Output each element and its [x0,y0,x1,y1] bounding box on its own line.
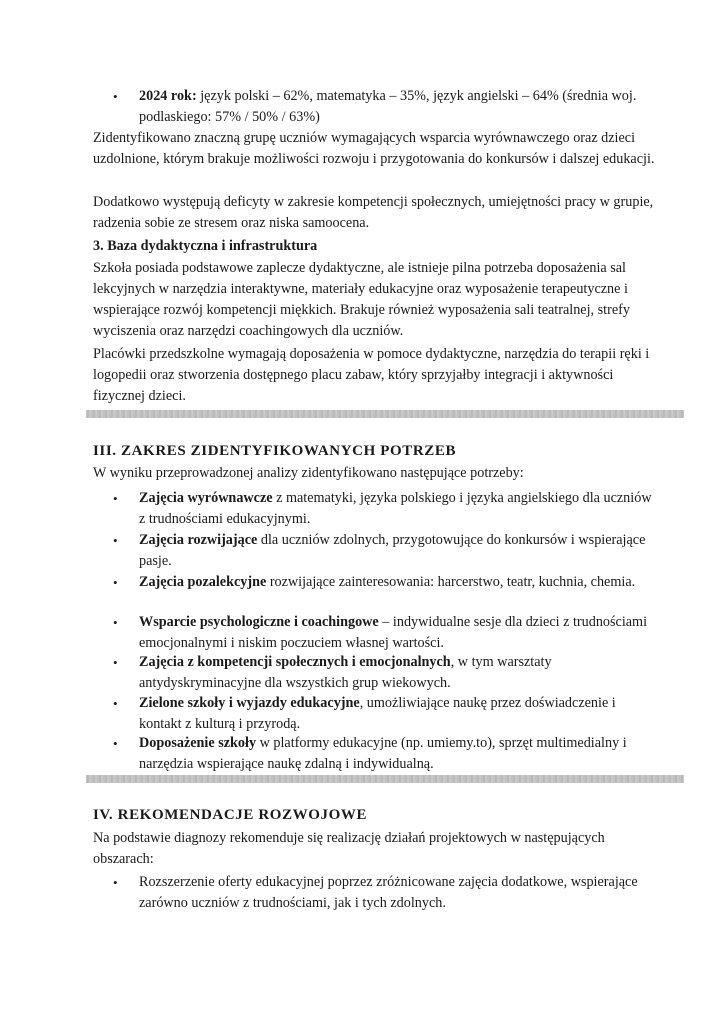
list-item [113,872,658,914]
item-lead: Zajęcia wyrównawcze [139,490,273,506]
bullet-icon: • [113,575,118,590]
item-lead: Zielone szkoły i wyjazdy edukacyjne [139,695,360,711]
section-III-intro: W wyniku przeprowadzonej analizy zidentyfikowano następujące potrzeby: [93,465,524,481]
item-lead: Doposażenie szkoły [139,735,257,751]
paragraph-preschool: Placówki przedszkolne wymagają doposażenia w pomoce dydaktyczne, narzędzia do terapii ręki i logopedii oraz stworzenia dostępnego placu zabaw, który sprzyjałby integracji i aktywności fizycznej dzieci. [93,346,650,404]
bullet-icon: • [113,615,118,630]
bullet-icon: • [113,533,118,548]
item-lead: Zajęcia rozwijające [139,532,258,548]
item-text: Rozszerzenie oferty edukacyjnej poprzez zróżnicowane zajęcia dodatkowe, wspierające zarówno uczniów z trudnościami, jak i tych zdolnych. [139,874,638,911]
bullet-icon: • [113,696,118,711]
list-item [113,733,658,775]
item-text: język polski – 62%, matematyka – 35%, język angielski – 64% (średnia woj. podlaskiego: 57% / 50% / 63%) [139,88,637,125]
item-text: , w tym warsztaty antydyskryminacyjne dla wszystkich grup wiekowych. [139,654,552,691]
list-item [113,612,658,654]
section-title-III: III. ZAKRES ZIDENTYFIKOWANYCH POTRZEB [93,443,457,459]
bullet-icon: • [113,736,118,751]
item-text: w platformy edukacyjne (np. umiemy.to), sprzęt multimedialny i narzędzia wspierające naukę zdalną i indywidualną. [139,735,627,772]
list-item [113,693,658,735]
subsection-heading: 3. Baza dydaktyczna i infrastruktura [93,238,318,254]
list-item [113,572,658,593]
list-item [113,530,658,572]
bullet-icon: • [113,875,118,890]
section-title-IV: IV. REKOMENDACJE ROZWOJOWE [93,807,368,823]
item-lead: Zajęcia z kompetencji społecznych i emocjonalnych [139,654,451,670]
list-item [113,86,658,128]
paragraph-base: Szkoła posiada podstawowe zaplecze dydaktyczne, ale istnieje pilna potrzeba doposażenia sal lekcyjnych w narzędzia interaktywne, materiały edukacyjne oraz wyposażenie terapeutyczne i wspierające rozwój kompetencji miękkich. Brakuje również wyposażenia sali teatralnej, strefy wyciszenia oraz narzędzi coachingowych dla uczniów. [93,260,630,339]
bullet-icon: • [113,655,118,670]
item-text: z matematyki, języka polskiego i języka angielskiego dla uczniów z trudnościami edukacyjnymi. [139,490,652,527]
item-text: dla uczniów zdolnych, przygotowujące do konkursów i wspierające pasje. [139,532,646,569]
item-text: , umożliwiające naukę przez doświadczenie i kontakt z kulturą i przyrodą. [139,695,616,732]
item-lead: Zajęcia pozalekcyjne [139,574,267,590]
paragraph-identified: Zidentyfikowano znaczną grupę uczniów wymagających wsparcia wyrównawczego oraz dzieci uzdolnione, którym brakuje możliwości rozwoju i przygotowania do konkursów i dalszej edukacji. [93,130,655,167]
list-item [113,488,658,530]
bullet-icon: • [113,491,118,506]
section-divider [86,775,684,783]
section-IV-intro: Na podstawie diagnozy rekomenduje się realizację działań projektowych w następujących obszarach: [93,830,605,867]
bullet-icon: • [113,89,118,104]
item-text: rozwijające zainteresowania: harcerstwo, teatr, kuchnia, chemia. [266,574,636,590]
item-lead: 2024 rok: [139,88,197,104]
section-divider [86,410,684,418]
item-lead: Wsparcie psychologiczne i coachingowe [139,614,379,630]
paragraph-deficits: Dodatkowo występują deficyty w zakresie kompetencji społecznych, umiejętności pracy w grupie, radzenia sobie ze stresem oraz niska samoocena. [93,194,654,231]
item-text: – indywidualne sesje dla dzieci z trudnościami emocjonalnymi i niskim poczuciem własnej wartości. [139,614,648,651]
list-item [113,652,658,694]
